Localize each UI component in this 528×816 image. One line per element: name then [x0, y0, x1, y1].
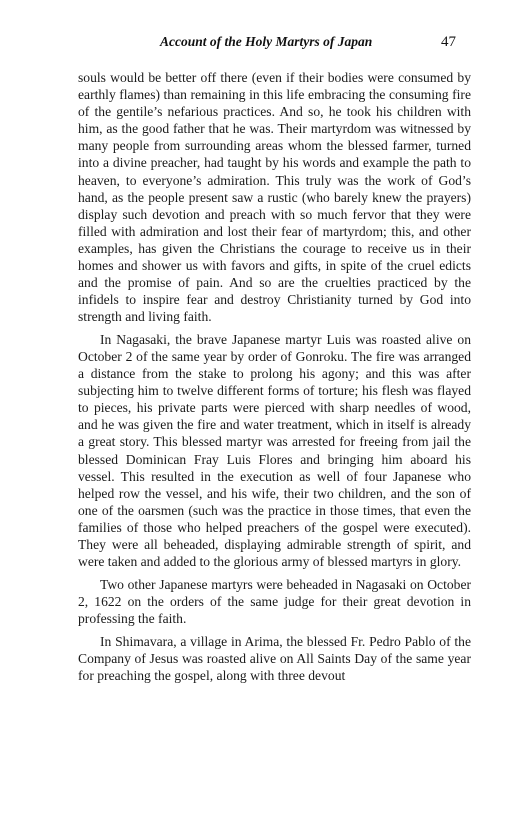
running-title: Account of the Holy Martyrs of Japan — [160, 34, 373, 49]
paragraph-two-martyrs: Two other Japanese martyrs were beheaded in Nagasaki on October 2, 1622 on the orders of the same judge for their great devotion in professing the faith. — [78, 576, 471, 626]
paragraph-continued: souls would be better off there (even if their bodies were consumed by earthly flames) than remaining in this life embracing the consuming fire of the gentile’s nefarious practices. And so, he took his children with him, as the good father that he was. Their martyrdom was witnessed by many people from surrounding areas whom the blessed farmer, turned into a divine preacher, had taught by his words and example the path to heaven, to everyone’s admiration. This truly was the work of God’s hand, as the people present saw a rustic (who barely knew the prayers) display such devotion and preach with so much fervor that they were filled with admiration and lost their fear of martyrdom; this, and other examples, has given the Christians the courage to receive us in their homes and shower us with favors and gifts, in spite of the cruel edicts and the promise of pain. And so are the cruelties practiced by the infidels to inspire fear and destroy Christianity turned by God into strength and living faith. — [78, 70, 471, 325]
running-head — [78, 34, 456, 54]
page-number: 47 — [441, 34, 456, 50]
body-text — [78, 69, 471, 689]
paragraph-nagasaki-luis: In Nagasaki, the brave Japanese martyr Luis was roasted alive on October 2 of the same year by order of Gonroku. The fire was arranged a distance from the stake to prolong his agony; and this was after subjecting him to twelve different forms of torture; his flesh was flayed to pieces, his private parts were pierced with sharp needles of wood, and he was given the fire and water treatment, which in itself is already a great story. This blessed martyr was arrested for freeing from jail the blessed Dominican Fray Luis Flores and bringing him aboard his vessel. This resulted in the execution as well of four Japanese who helped row the vessel, and his wife, their two children, and the son of one of the oarsmen (such was the practice in those times, that even the families of those who helped preachers of the gospel were executed). They were all beheaded, displaying admirable strength of spirit, and were taken and added to the glorious army of blessed martyrs in glory. — [78, 331, 471, 570]
paragraph-shimavara: In Shimavara, a village in Arima, the blessed Fr. Pedro Pablo of the Company of Jesus was roasted alive on All Saints Day of the same year for preaching the gospel, along with three devout — [78, 633, 471, 683]
